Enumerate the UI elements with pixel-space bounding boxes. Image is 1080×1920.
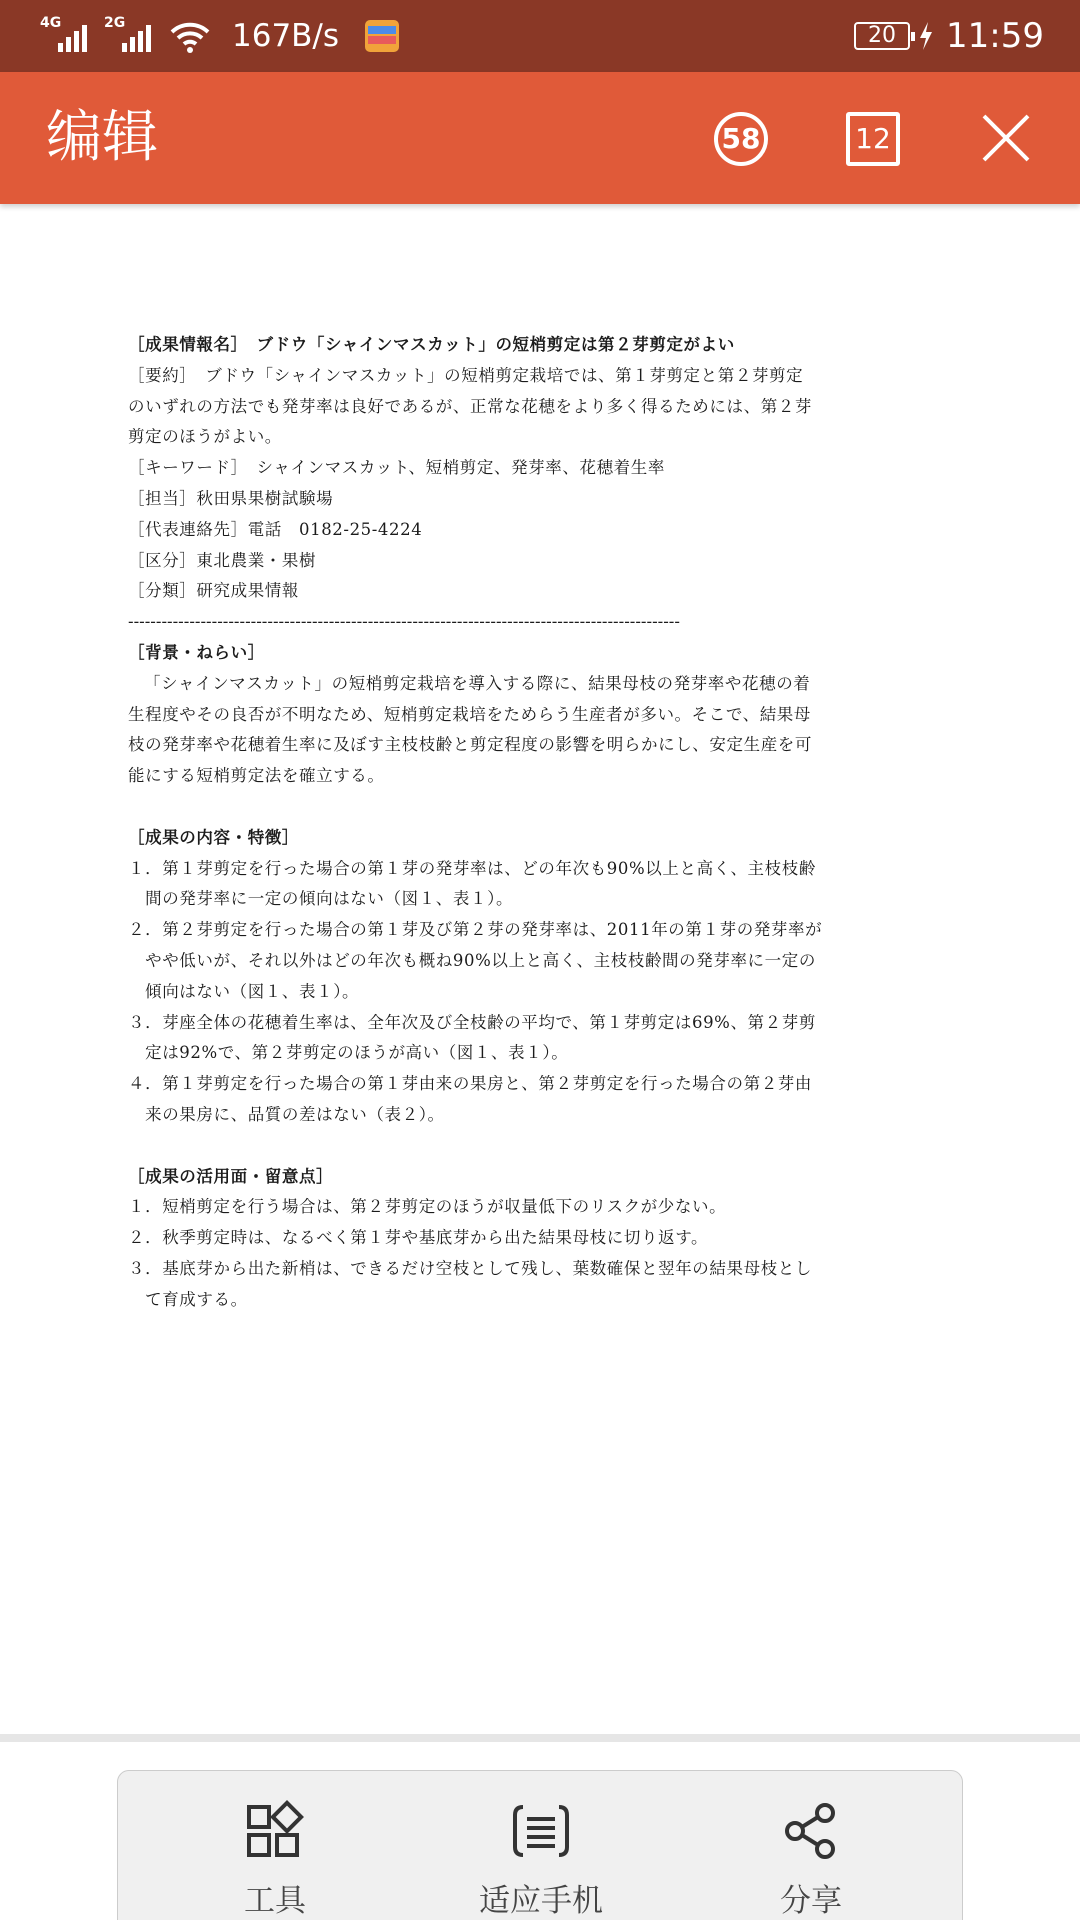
results-heading: ［成果の内容・特徴］ xyxy=(128,827,299,847)
list-line: 来の果房に、品質の差はない（表２）。 xyxy=(128,1104,445,1124)
document-header xyxy=(128,330,952,607)
signal-4g-icon xyxy=(40,16,94,56)
charging-icon xyxy=(918,21,934,51)
network-type-2: 2G xyxy=(104,15,126,31)
status-left xyxy=(40,0,399,72)
list-line: 間の発芽率に一定の傾向はない（図１、表１）。 xyxy=(128,889,514,909)
document-page xyxy=(128,330,952,1316)
list-line: やや低いが、それ以外はどの年次も概ね90%以上と高く、主枝枝齢間の発芽率に一定の xyxy=(128,950,816,970)
status-right xyxy=(854,0,1044,72)
network-speed: 167B/s xyxy=(232,18,340,54)
wifi-icon xyxy=(168,16,212,56)
paragraph-line: 能にする短梢剪定法を確立する。 xyxy=(128,766,385,786)
battery-icon: 20 xyxy=(854,22,910,50)
tools-label: 工具 xyxy=(244,1883,306,1919)
usage-heading: ［成果の活用面・留意点］ xyxy=(128,1166,334,1186)
list-line: ２．秋季剪定時は、なるべく第１芽や基底芽から出た結果母枝に切り返す。 xyxy=(128,1228,709,1248)
page-title: 编辑 xyxy=(46,105,158,170)
wallet-app-icon xyxy=(365,20,399,52)
list-line: ３．基底芽から出た新梢は、できるだけ空枝として残し、葉数確保と翌年の結果母枝とし xyxy=(128,1258,812,1278)
close-icon[interactable] xyxy=(978,110,1034,166)
background-heading: ［背景・ねらい］ xyxy=(128,642,265,662)
paragraph-line: 「シャインマスカット」の短梢剪定栽培を導入する際に、結果母枝の発芽率や花穂の着 xyxy=(144,673,811,693)
spacer xyxy=(128,792,952,823)
tools-button[interactable] xyxy=(175,1799,375,1919)
circle-count-button[interactable]: 58 xyxy=(714,112,768,166)
result-title-line: ［成果情報名］ ブドウ「シャインマスカット」の短梢剪定は第２芽剪定がよい xyxy=(128,335,735,354)
header-line: 剪定のほうがよい。 xyxy=(128,427,282,447)
bottom-toolbar xyxy=(117,1770,963,1920)
header-line: のいずれの方法でも発芽率は良好であるが、正常な花穂をより多く得るためには、第２芽 xyxy=(128,396,812,416)
tools-grid-icon xyxy=(243,1799,307,1863)
list-line: ２．第２芽剪定を行った場合の第１芽及び第２芽の発芽率は、2011年の第１芽の発芽率が xyxy=(128,920,823,940)
app-bar xyxy=(0,72,1080,204)
list-line: ３．芽座全体の花穂着生率は、全年次及び全枝齢の平均で、第１芽剪定は69%、第２芽剪 xyxy=(128,1012,816,1032)
header-line: ［要約］ ブドウ「シャインマスカット」の短梢剪定栽培では、第１芽剪定と第２芽剪定 xyxy=(128,365,804,385)
share-icon xyxy=(779,1799,843,1863)
header-line: ［分類］研究成果情報 xyxy=(128,581,299,601)
fit-text-icon xyxy=(509,1799,573,1863)
list-line: １．短梢剪定を行う場合は、第２芽剪定のほうが収量低下のリスクが少ない。 xyxy=(128,1197,727,1217)
bottom-divider xyxy=(0,1734,1080,1742)
share-button[interactable] xyxy=(711,1799,911,1919)
list-line: 定は92%で、第２芽剪定のほうが高い（図１、表１）。 xyxy=(128,1043,569,1063)
list-line: て育成する。 xyxy=(128,1289,248,1309)
fit-to-phone-label: 适应手机 xyxy=(479,1883,603,1919)
spacer xyxy=(128,1131,952,1162)
header-line: ［担当］秋田県果樹試験場 xyxy=(128,488,334,508)
paragraph-line: 枝の発芽率や花穂着生率に及ぼす主枝枝齢と剪定程度の影響を明らかにし、安定生産を可 xyxy=(128,735,812,755)
share-label: 分享 xyxy=(780,1883,842,1919)
clock: 11:59 xyxy=(946,16,1044,56)
header-line: ［区分］東北農業・果樹 xyxy=(128,550,317,570)
list-line: １．第１芽剪定を行った場合の第１芽の発芽率は、どの年次も90%以上と高く、主枝枝齢 xyxy=(128,858,816,878)
list-line: 傾向はない（図１、表１）。 xyxy=(128,981,360,1001)
signal-2g-icon xyxy=(104,16,158,56)
header-line: ［代表連絡先］電話 0182-25-4224 xyxy=(128,519,423,539)
header-line: ［キーワード］ シャインマスカット、短梢剪定、発芽率、花穂着生率 xyxy=(128,458,665,478)
paragraph-line: 生程度やその良否が不明なため、短梢剪定栽培をためらう生産者が多い。そこで、結果母 xyxy=(128,704,812,724)
fit-to-phone-button[interactable] xyxy=(441,1799,641,1919)
list-line: ４．第１芽剪定を行った場合の第１芽由来の果房と、第２芽剪定を行った場合の第２芽由 xyxy=(128,1074,812,1094)
status-bar xyxy=(0,0,1080,72)
page-count-button[interactable]: 12 xyxy=(846,112,900,166)
network-type-1: 4G xyxy=(40,15,62,31)
divider: --------------------------------------------------------------------------------------------------- xyxy=(128,612,680,632)
